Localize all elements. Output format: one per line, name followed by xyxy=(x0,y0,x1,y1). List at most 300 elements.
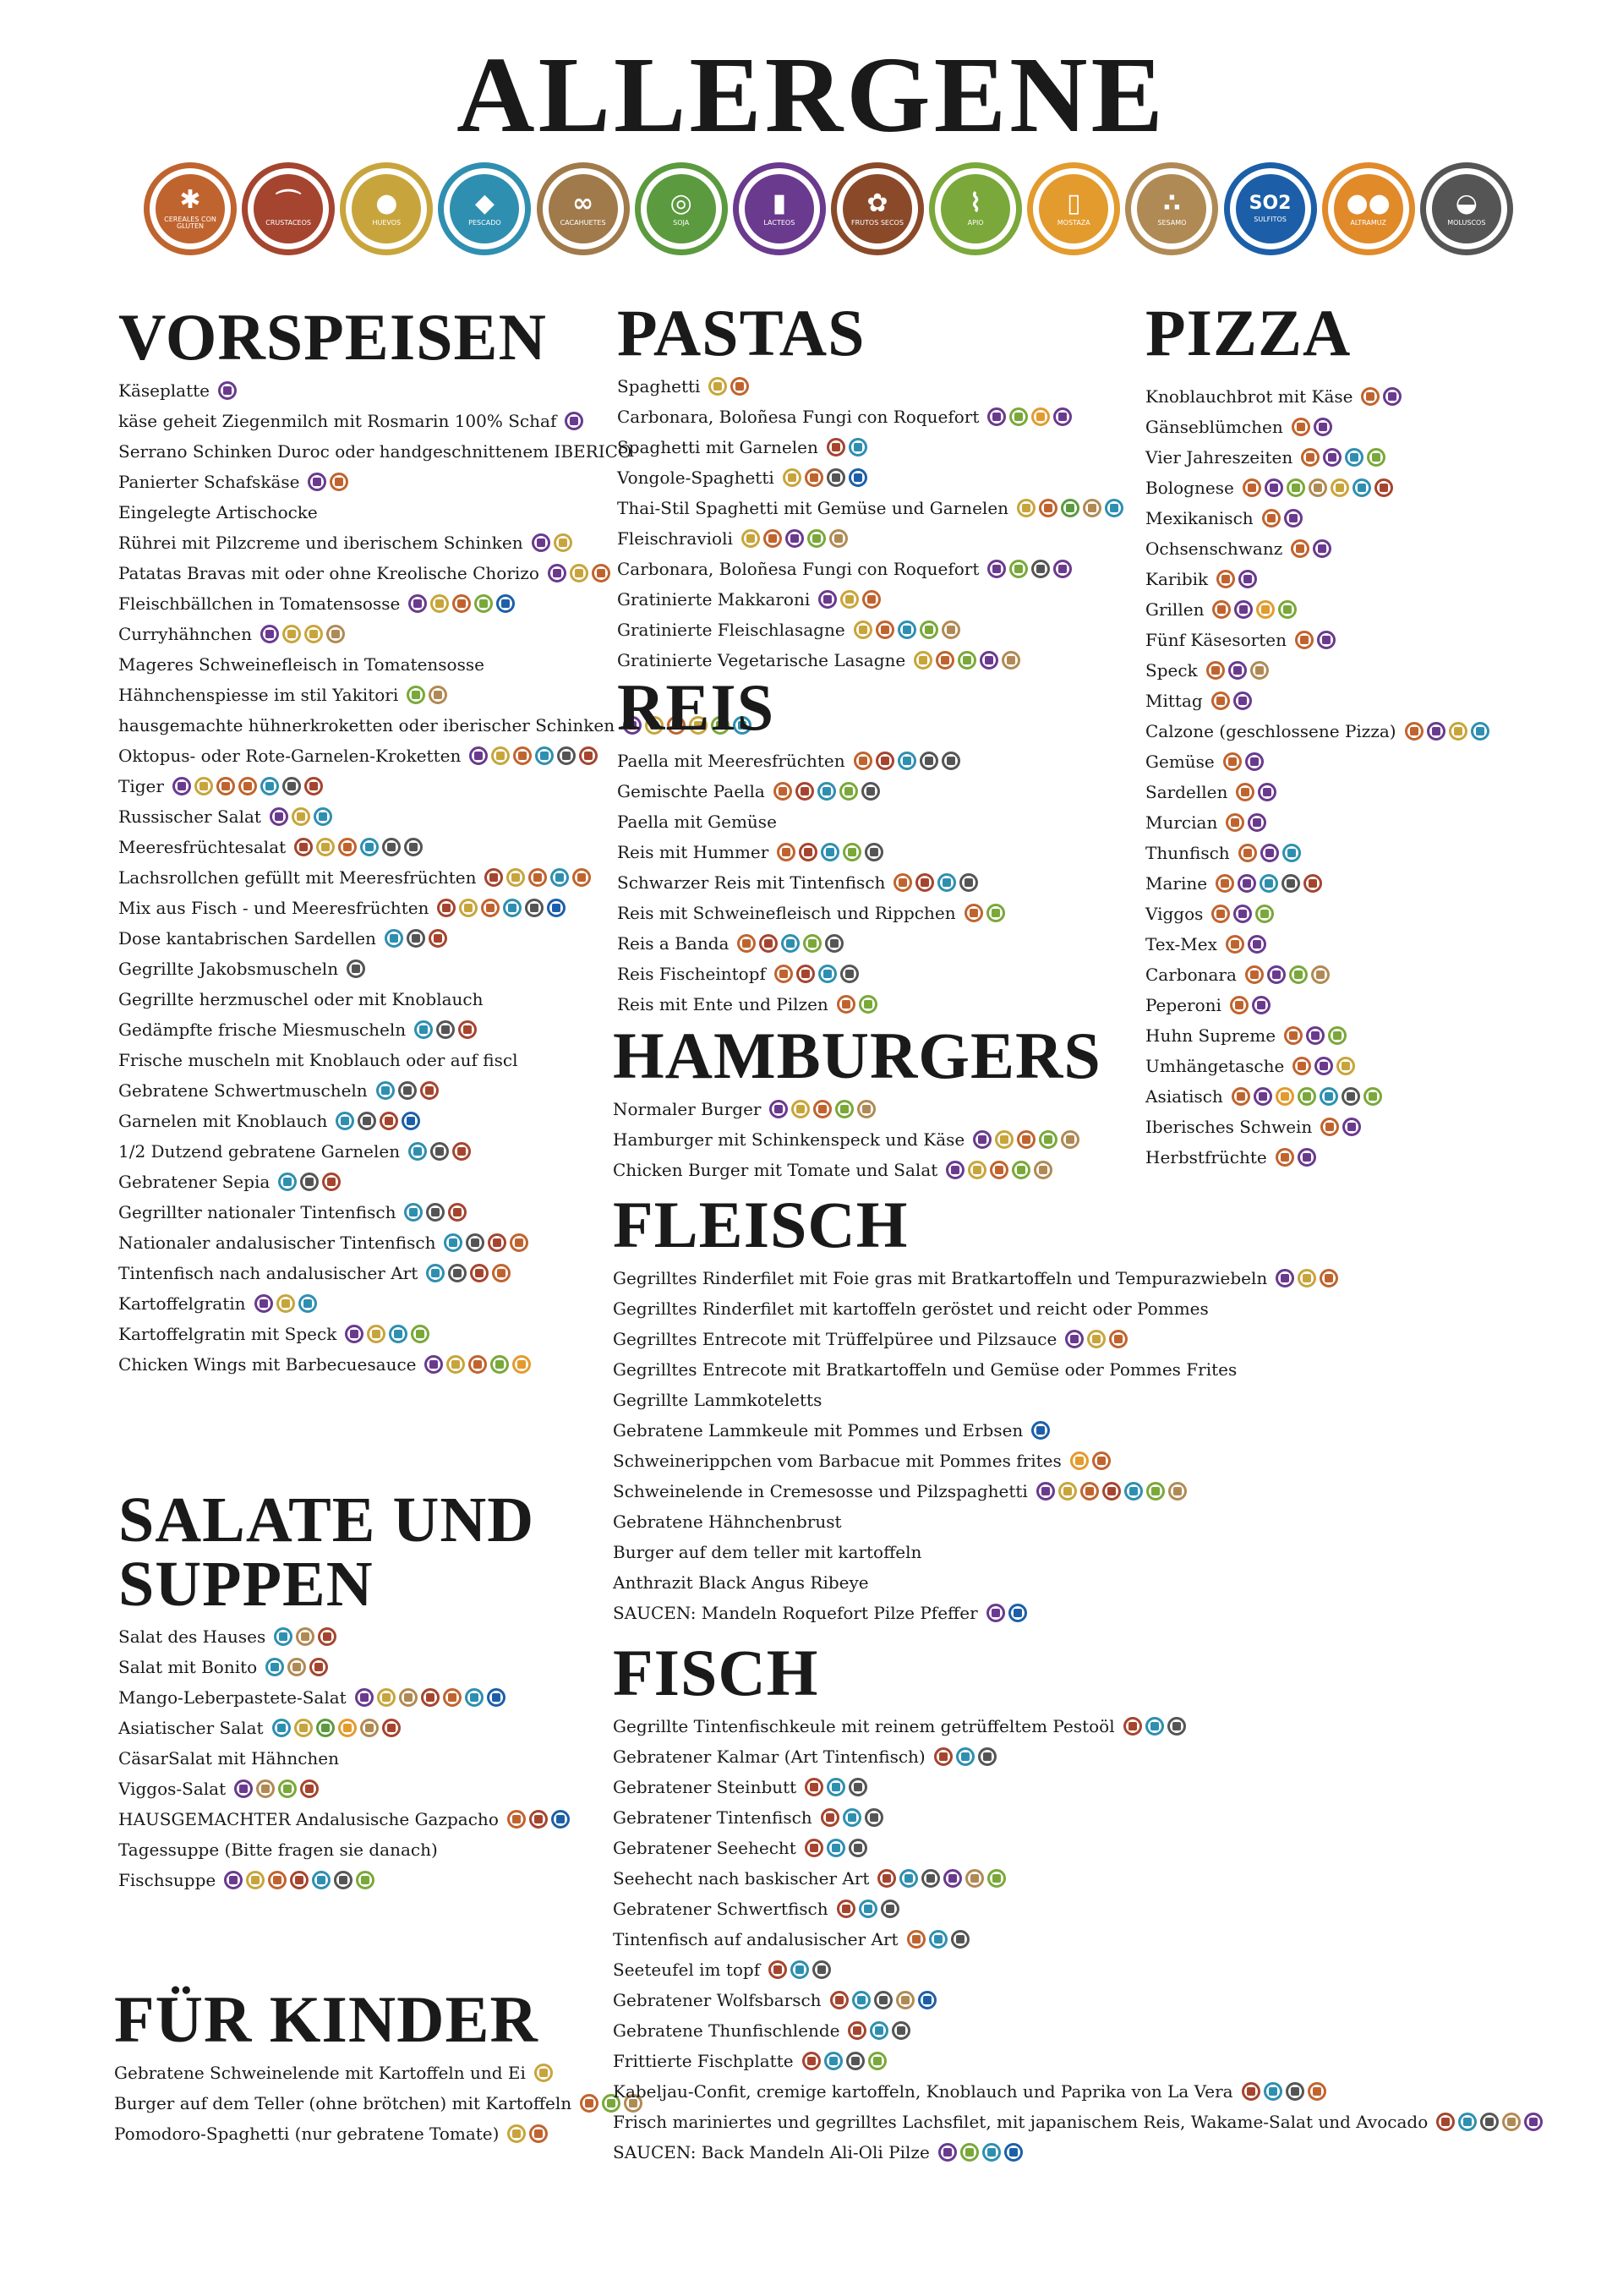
allergen-mark xyxy=(840,1105,849,1113)
menu-item xyxy=(613,2137,1543,2168)
mollusc-icon xyxy=(825,934,844,953)
allergen-mark xyxy=(897,2026,905,2035)
allergen-icons xyxy=(376,1081,439,1100)
allergen-mark xyxy=(1297,423,1305,431)
allergen-mark xyxy=(1265,849,1274,857)
allergen-icons xyxy=(1226,813,1266,832)
fish-icon xyxy=(849,438,867,456)
wheat-icon xyxy=(1245,965,1264,984)
allergen-icons xyxy=(805,1778,867,1796)
allergen-mark xyxy=(343,1724,352,1732)
allergen-mark xyxy=(1287,879,1295,888)
allergen-icons xyxy=(407,686,447,704)
menu-item-name: Bolognese xyxy=(1145,478,1234,498)
allergen-icons xyxy=(854,752,960,770)
allergen-label: FRUTOS SECOS xyxy=(851,219,904,227)
item-list xyxy=(118,1621,592,1895)
allergen-mark xyxy=(1014,1609,1022,1617)
mollusc-icon xyxy=(865,1808,883,1827)
milk-icon xyxy=(408,594,427,613)
wheat-icon xyxy=(492,1264,511,1282)
allergen-mark xyxy=(1300,636,1309,644)
allergen-mark xyxy=(1291,2087,1299,2096)
sulfite-icon xyxy=(1031,1421,1050,1440)
menu-item xyxy=(617,462,1141,493)
menu-item-name: Knoblauchbrot mit Käse xyxy=(1145,386,1353,407)
allergen-icons xyxy=(1295,631,1336,649)
milk-icon xyxy=(270,807,288,826)
allergen-mark xyxy=(1097,1457,1106,1465)
menu-item xyxy=(118,467,592,497)
section-reis xyxy=(617,670,1141,1020)
menu-item-name: Spaghetti mit Garnelen xyxy=(617,437,818,457)
wheat-icon xyxy=(1320,1118,1339,1136)
allergen-mark xyxy=(470,1693,478,1702)
celery-icon xyxy=(958,651,976,670)
menu-item-name: Viggos xyxy=(1145,904,1204,924)
milk-icon xyxy=(1427,722,1445,741)
allergen-badge xyxy=(352,174,421,243)
allergen-mark xyxy=(870,1813,878,1822)
section-title: FÜR KINDER xyxy=(114,1982,538,2056)
mollusc-icon xyxy=(1286,2082,1304,2101)
fish-icon xyxy=(937,873,956,892)
allergen-mark xyxy=(570,417,578,425)
allergen-mark xyxy=(1283,605,1292,614)
mustard-icon xyxy=(338,1719,357,1737)
fish-icon xyxy=(899,1869,918,1888)
egg-icon xyxy=(491,746,510,765)
allergen-mark xyxy=(926,1874,935,1883)
shrimp-icon xyxy=(1242,2082,1260,2101)
menu-item xyxy=(1145,412,1602,442)
egg-icon xyxy=(968,1161,986,1179)
allergen-mark xyxy=(1318,544,1326,553)
allergen-mark xyxy=(857,1996,866,2004)
allergen-mark xyxy=(1216,697,1225,705)
allergen-mark xyxy=(501,599,510,608)
allergen-mark xyxy=(1454,727,1462,735)
allergen-mark xyxy=(431,1269,440,1277)
wheat-icon xyxy=(1361,387,1380,406)
allergen-icons xyxy=(1436,2113,1543,2131)
allergen-mark xyxy=(1269,2087,1277,2096)
item-list xyxy=(613,1711,1543,2168)
menu-item-name: Gegrillte Jakobsmuscheln xyxy=(118,959,339,979)
allergen-mark xyxy=(1325,1123,1334,1131)
menu-item-name: Fleischravioli xyxy=(617,528,733,549)
celery-icon xyxy=(1298,1087,1316,1106)
menu-item-name: Gegrillte Lammkoteletts xyxy=(613,1390,822,1410)
wheat-icon xyxy=(862,590,881,609)
allergen-mark xyxy=(457,1147,466,1156)
egg-icon xyxy=(282,625,301,643)
milk-icon xyxy=(1267,965,1286,984)
egg-icon xyxy=(840,590,859,609)
milk-icon xyxy=(1342,1118,1361,1136)
egg-icon xyxy=(741,529,760,548)
section-fleisch xyxy=(613,1188,1543,1628)
allergen-icons xyxy=(877,1869,1006,1888)
allergen-mark xyxy=(1128,1722,1137,1730)
allergen-label: CEREALES CON GLUTEN xyxy=(164,216,216,230)
allergen-mark xyxy=(1257,1001,1265,1009)
allergen-mark xyxy=(862,1105,871,1113)
allergen-icons xyxy=(532,533,572,552)
sesame-icon xyxy=(1502,2113,1521,2131)
menu-item xyxy=(118,1319,592,1349)
allergen-icons xyxy=(408,594,515,613)
allergen-mark xyxy=(512,2129,521,2138)
menu-item xyxy=(613,2046,1543,2076)
menu-item-name: Paella mit Meeresfrüchten xyxy=(617,751,845,771)
egg-icon xyxy=(1449,722,1467,741)
allergen-mark xyxy=(365,843,374,851)
menu-item-name: Patatas Bravas mit oder ohne Kreolische Chorizo xyxy=(118,563,539,583)
menu-item-name: Mix aus Fisch - und Meeresfrüchten xyxy=(118,898,429,918)
allergen-label: SULFITOS xyxy=(1254,216,1287,223)
allergen-mark xyxy=(1228,757,1237,766)
menu-item xyxy=(1145,1081,1602,1112)
allergen-mark xyxy=(782,848,790,856)
wheat-icon xyxy=(1308,2082,1326,2101)
mollusc-icon xyxy=(466,1233,484,1252)
menu-item xyxy=(118,619,592,649)
allergen-mark xyxy=(1150,1722,1159,1730)
menu-item-name: Frische muscheln mit Knoblauch oder auf fiscl xyxy=(118,1050,518,1070)
milk-icon xyxy=(1284,509,1303,528)
allergen-mark xyxy=(1432,727,1440,735)
allergen-icons xyxy=(777,843,883,861)
allergen-mark xyxy=(281,1299,290,1308)
allergen-mark xyxy=(404,1693,413,1702)
menu-item-name: Gebratener Tintenfisch xyxy=(613,1807,812,1828)
menu-item xyxy=(613,1802,1543,1833)
shrimp-icon xyxy=(382,1719,401,1737)
menu-item-name: hausgemachte hühnerkroketten oder iberischer Schinken xyxy=(118,715,615,735)
menu-item-name: Panierter Schafskäse xyxy=(118,472,300,492)
allergen-mark xyxy=(886,1905,894,1913)
mollusc-icon xyxy=(1420,162,1513,255)
section-title: PASTAS xyxy=(617,296,866,369)
milk-icon xyxy=(1053,560,1072,578)
menu-item xyxy=(1145,959,1602,990)
menu-item-name: CäsarSalat mit Hähnchen xyxy=(118,1748,339,1768)
menu-item-name: Gegrilltes Entrecote mit Trüffelpüree und Pilzsauce xyxy=(613,1329,1057,1349)
allergen-mark xyxy=(1281,1153,1289,1162)
allergen-mark xyxy=(475,1269,484,1277)
allergen-mark xyxy=(301,1632,309,1641)
allergen-mark xyxy=(830,939,839,948)
allergen-mark xyxy=(584,752,593,760)
menu-item-name: Tex-Mex xyxy=(1145,934,1217,954)
menu-item xyxy=(118,375,592,406)
allergen-mark xyxy=(829,2057,838,2065)
allergen-mark xyxy=(835,1996,844,2004)
allergen-mark xyxy=(992,909,1000,917)
allergen-icons xyxy=(827,438,867,456)
allergen-mark xyxy=(987,2148,996,2157)
menu-item-name: Gemüse xyxy=(1145,752,1215,772)
menu-item xyxy=(617,776,1141,806)
allergen-mark xyxy=(239,1785,248,1793)
allergen-mark xyxy=(1070,1335,1079,1343)
menu-item-name: Reis mit Ente und Pilzen xyxy=(617,994,828,1014)
menu-item xyxy=(118,984,592,1014)
menu-item xyxy=(613,1894,1543,1924)
allergen-mark xyxy=(350,1330,358,1338)
celery-icon xyxy=(278,1779,297,1798)
allergen-label: CACAHUETES xyxy=(560,219,606,227)
menu-item-name: Vongole-Spaghetti xyxy=(617,467,774,488)
menu-item-name: Chicken Wings mit Barbecuesauce xyxy=(118,1354,417,1375)
menu-item-name: Rührei mit Pilzcreme und iberischem Schinken xyxy=(118,533,523,553)
allergen-mark xyxy=(764,939,773,948)
allergen-mark xyxy=(1044,1135,1052,1144)
allergen-mark xyxy=(1092,1335,1101,1343)
allergen-icons xyxy=(914,651,1020,670)
menu-item-name: Mageres Schweinefleisch in Tomatensosse xyxy=(118,654,484,675)
allergen-mark xyxy=(442,904,451,912)
allergen-label: APIO xyxy=(967,219,984,227)
wheat-icon xyxy=(468,1355,487,1374)
menu-item xyxy=(118,1743,592,1774)
allergen-icons xyxy=(830,1991,937,2009)
menu-item-name: Gemischte Paella xyxy=(617,781,765,801)
menu-item-name: Nationaler andalusischer Tintenfisch xyxy=(118,1233,436,1253)
allergen-icons xyxy=(272,1719,401,1737)
allergen-mark xyxy=(1325,1092,1333,1101)
menu-item xyxy=(613,1537,1543,1567)
wheat-icon xyxy=(737,934,756,953)
menu-item-name: Viggos-Salat xyxy=(118,1779,227,1799)
egg-icon xyxy=(854,620,872,639)
allergen-mark xyxy=(292,1663,301,1671)
menu-item-name: Gegrilltes Rinderfilet mit Foie gras mit Bratkartoffeln und Tempurazwiebeln xyxy=(613,1268,1268,1288)
allergen-mark xyxy=(539,2069,548,2077)
allergen-mark xyxy=(992,1609,1000,1617)
menu-item-name: Frisch mariniertes und gegrilltes Lachsfilet, mit japanischem Reis, Wakame-Salat und Avocado xyxy=(613,2112,1429,2132)
menu-item xyxy=(617,432,1141,462)
allergen-mark xyxy=(270,1663,279,1671)
allergen-mark xyxy=(834,534,843,543)
shrimp-icon xyxy=(848,2021,866,2040)
soy-icon xyxy=(316,1719,335,1737)
mollusc-icon xyxy=(840,965,859,983)
menu-item-name: Sardellen xyxy=(1145,782,1228,802)
allergen-mark xyxy=(341,1117,349,1125)
allergen-icons xyxy=(1216,570,1257,588)
allergen-mark xyxy=(854,473,862,482)
allergen-mark xyxy=(1022,1135,1030,1144)
shrimp-icon xyxy=(484,868,503,887)
allergen-mark xyxy=(434,934,442,943)
shrimp-icon xyxy=(242,162,335,255)
allergen-mark xyxy=(768,534,777,543)
allergen-mark xyxy=(1129,1487,1138,1495)
wheat-icon xyxy=(774,965,793,983)
allergen-mark xyxy=(919,656,927,664)
section-fuer-kinder xyxy=(114,1982,604,2149)
fish-icon xyxy=(438,162,531,255)
fish-icon xyxy=(1145,1717,1164,1736)
allergen-icons xyxy=(893,873,978,892)
menu-item-name: Gebratene Hähnchenbrust xyxy=(613,1512,842,1532)
menu-item xyxy=(118,1014,592,1045)
menu-item xyxy=(118,1713,592,1743)
fish-icon xyxy=(272,1719,291,1737)
allergen-mark xyxy=(1058,565,1067,573)
celery-icon xyxy=(1012,1161,1030,1179)
section-fisch xyxy=(613,1636,1543,2168)
allergen-mark xyxy=(713,382,722,391)
section-title: PIZZA xyxy=(1145,296,1352,369)
celery-icon xyxy=(1009,407,1028,426)
allergen-icons xyxy=(1230,996,1271,1014)
allergen-mark xyxy=(453,1208,462,1216)
allergen-icons xyxy=(484,868,591,887)
celery-icon xyxy=(843,843,861,861)
allergen-mark xyxy=(403,1086,412,1095)
sesame-icon xyxy=(1250,661,1269,680)
allergen-mark xyxy=(934,1935,943,1943)
fish-icon xyxy=(1124,1482,1143,1501)
allergen-mark xyxy=(795,1965,804,1974)
allergen-icons xyxy=(507,1810,570,1829)
menu-item-name: Dose kantabrischen Sardellen xyxy=(118,928,376,948)
fish-icon xyxy=(824,2052,843,2070)
sulfite-icon xyxy=(547,899,566,917)
allergen-mark xyxy=(597,569,605,577)
milk-icon xyxy=(1524,2113,1543,2131)
wheat-icon xyxy=(1092,1451,1111,1470)
allergen-mark xyxy=(844,787,853,795)
egg-icon xyxy=(430,594,449,613)
menu-item xyxy=(118,649,592,680)
shrimp-icon xyxy=(380,1112,398,1130)
milk-icon xyxy=(1238,570,1257,588)
milk-icon xyxy=(1248,935,1266,954)
allergen-mark xyxy=(473,1360,482,1369)
menu-item-name: Carbonara xyxy=(1145,965,1237,985)
allergen-icons xyxy=(1361,387,1402,406)
menu-item xyxy=(613,1924,1543,1954)
allergen-mark xyxy=(832,473,840,482)
allergen-glyph: ◒ xyxy=(1455,189,1478,218)
wheat-icon xyxy=(1017,1130,1036,1149)
mollusc-icon xyxy=(892,2021,910,2040)
wheat-icon xyxy=(580,2094,598,2113)
sesame-icon xyxy=(429,686,447,704)
fish-icon xyxy=(817,782,836,801)
celery-icon xyxy=(1278,600,1297,619)
wheat-icon xyxy=(763,529,782,548)
allergen-icons xyxy=(1276,1269,1338,1287)
menu-item xyxy=(613,1124,1137,1155)
menu-item-name: Spaghetti xyxy=(617,376,701,396)
allergen-mark xyxy=(426,1693,434,1702)
menu-item xyxy=(114,2088,604,2118)
wheat-icon xyxy=(965,904,983,922)
allergen-mark xyxy=(1309,879,1317,888)
menu-item-name: Tintenfisch auf andalusischer Art xyxy=(613,1929,899,1949)
allergen-mark xyxy=(842,1905,850,1913)
allergen-mark xyxy=(1289,514,1298,522)
allergen-icons xyxy=(965,904,1005,922)
menu-item xyxy=(617,837,1141,867)
shrimp-icon xyxy=(458,1020,477,1039)
allergen-mark xyxy=(985,656,993,664)
sesame-icon xyxy=(942,620,960,639)
allergen-mark xyxy=(903,757,911,765)
allergen-mark xyxy=(810,473,818,482)
section-title: REIS xyxy=(617,670,775,744)
allergen-mark xyxy=(1476,727,1484,735)
mollusc-icon xyxy=(436,1020,455,1039)
menu-item xyxy=(613,1446,1543,1476)
menu-item-name: Pomodoro-Spaghetti (nur gebratene Tomate) xyxy=(114,2124,500,2144)
menu-item xyxy=(617,959,1141,989)
allergen-icons xyxy=(934,1747,997,1766)
wheat-icon xyxy=(854,752,872,770)
menu-item-name: Reis Fischeintopf xyxy=(617,964,766,984)
menu-item xyxy=(118,893,592,923)
milk-icon xyxy=(938,2143,957,2162)
allergen-mark xyxy=(1294,970,1303,979)
allergen-mark xyxy=(416,1330,424,1338)
allergen-badge xyxy=(1137,174,1206,243)
menu-item xyxy=(1145,838,1602,868)
celery-icon xyxy=(807,529,826,548)
allergen-icons xyxy=(424,1355,531,1374)
allergen-mark xyxy=(867,595,876,604)
celery-icon xyxy=(1363,1087,1382,1106)
allergen-mark xyxy=(243,782,252,790)
mollusc-icon xyxy=(1167,1717,1186,1736)
egg-icon xyxy=(783,468,801,487)
allergen-mark xyxy=(463,1025,472,1034)
allergen-mark xyxy=(1250,757,1259,766)
allergen-mark xyxy=(321,1724,330,1732)
wheat-icon xyxy=(936,651,954,670)
menu-item-name: Gratinierte Makkaroni xyxy=(617,589,811,610)
menu-item xyxy=(1145,1051,1602,1081)
allergen-mark xyxy=(1388,392,1396,401)
allergen-icons xyxy=(818,590,881,609)
allergen-mark xyxy=(464,904,473,912)
menu-item-name: Murcian xyxy=(1145,812,1218,833)
menu-item xyxy=(613,1293,1543,1324)
menu-item-name: Schweinerippchen vom Barbacue mit Pommes frites xyxy=(613,1451,1062,1471)
wheat-icon xyxy=(1301,448,1320,467)
allergen-mark xyxy=(854,443,862,451)
allergen-icons xyxy=(218,381,237,400)
milk-icon xyxy=(733,162,826,255)
allergen-mark xyxy=(343,843,352,851)
egg-icon xyxy=(294,1719,313,1737)
menu-item-name: Peperoni xyxy=(1145,995,1221,1015)
allergen-mark xyxy=(305,1178,314,1186)
menu-item-name: Tiger xyxy=(118,776,164,796)
menu-item-name: Carbonara, Boloñesa Fungi con Roquefort xyxy=(617,407,980,427)
menu-item xyxy=(613,1833,1543,1863)
menu-item xyxy=(613,1985,1543,2015)
allergen-mark xyxy=(305,1785,314,1793)
allergen-mark xyxy=(943,2148,952,2157)
menu-item xyxy=(1145,594,1602,625)
wheat-icon xyxy=(1238,844,1257,862)
allergen-badge xyxy=(549,174,618,243)
